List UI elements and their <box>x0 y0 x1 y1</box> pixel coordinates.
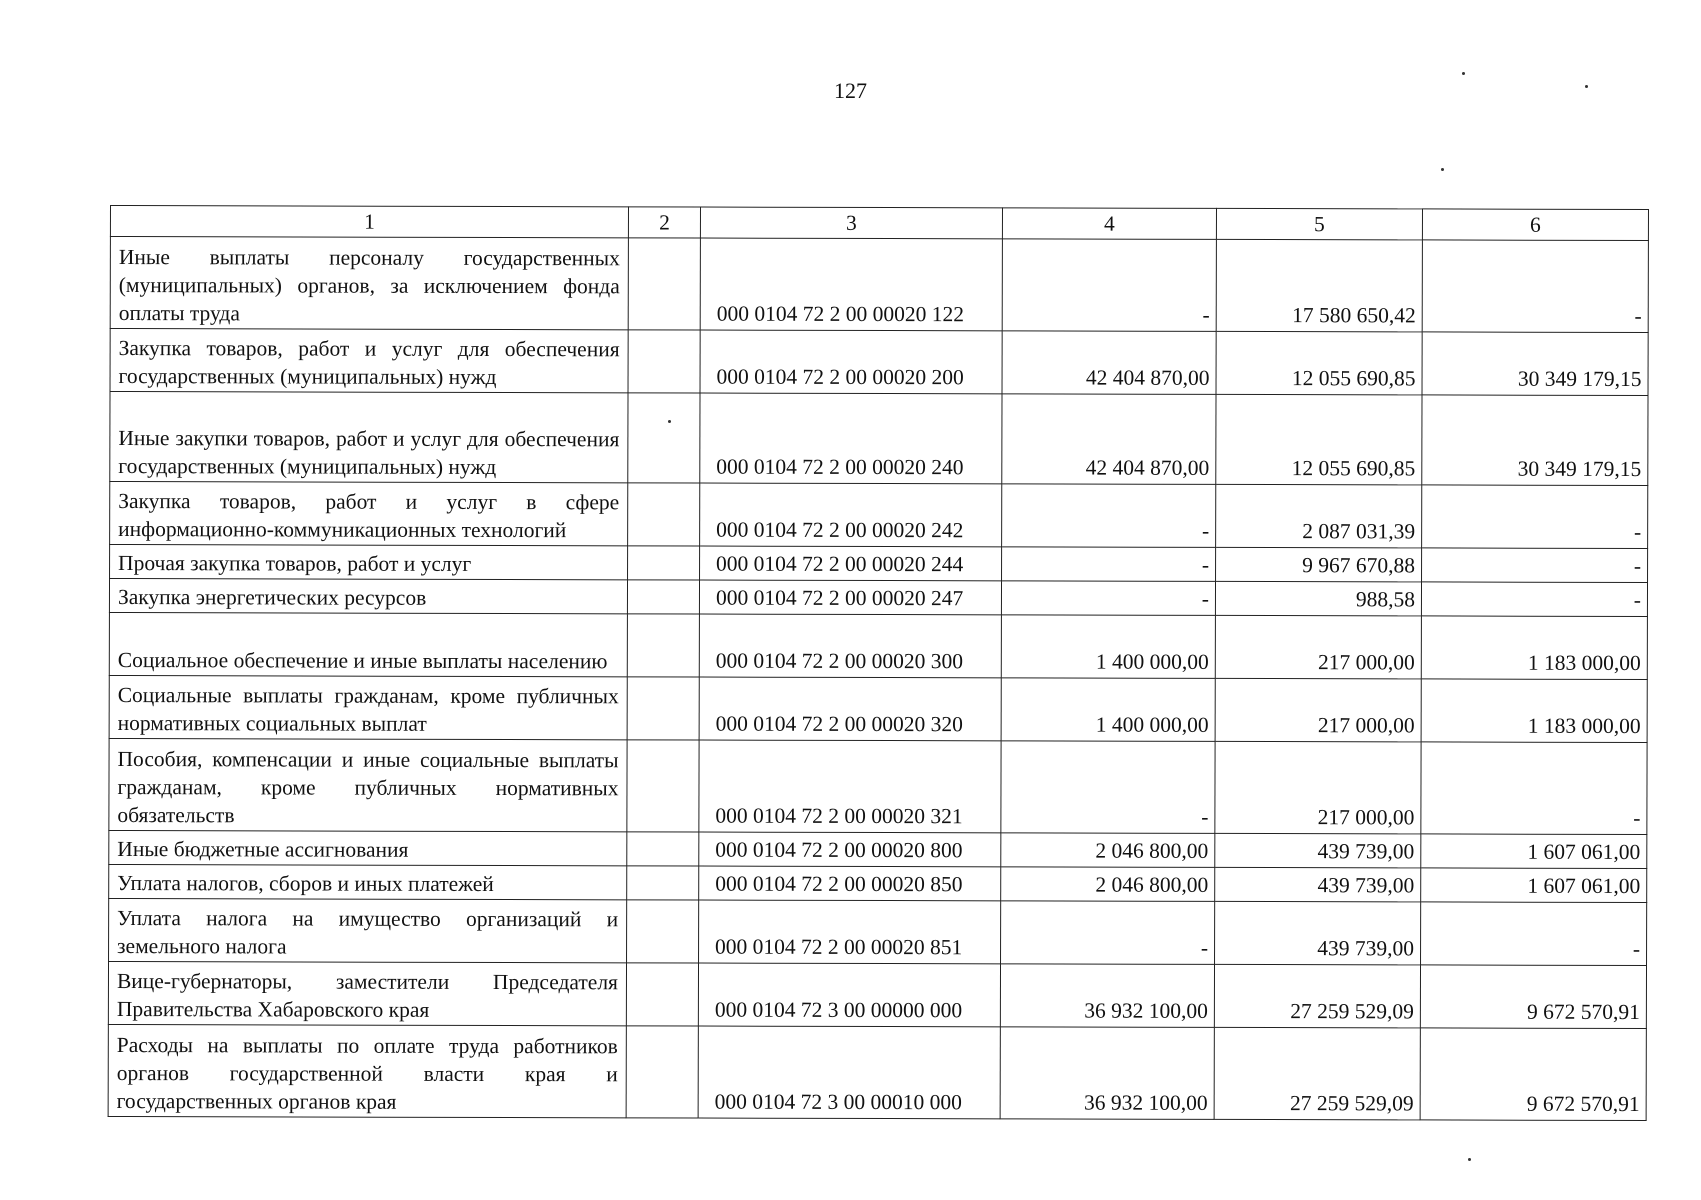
row-col5-cell: 217 000,00 <box>1215 678 1421 742</box>
row-col4-cell: 36 932 100,00 <box>1000 1027 1214 1120</box>
table-row <box>108 1024 1646 1120</box>
row-col6-cell: 1 607 061,00 <box>1421 868 1647 903</box>
row-name-cell: Иные закупки товаров, работ и услуг для обеспечения государственных (муниципальных) нужд <box>110 392 628 483</box>
row-name-cell: Расходы на выплаты по оплате труда работников органов государственной власти края и государственных органов края <box>108 1024 626 1117</box>
row-col2-cell <box>627 580 699 614</box>
row-col5-cell: 9 967 670,88 <box>1216 547 1422 582</box>
row-col2-cell <box>628 393 700 483</box>
row-name-cell: Вице-губернаторы, заместители Председателя Правительства Хабаровского края <box>108 961 626 1025</box>
row-code-cell: 000 0104 72 2 00 00020 242 <box>700 483 1002 547</box>
row-name-cell: Закупка товаров, работ и услуг в сфере информационно-коммуникационных технологий <box>110 482 628 546</box>
row-col2-cell <box>628 546 700 580</box>
row-col6-cell: - <box>1422 548 1648 583</box>
row-col2-cell <box>627 740 699 832</box>
row-col4-cell: - <box>1002 239 1216 332</box>
row-col6-cell: - <box>1421 902 1647 966</box>
table-row <box>109 675 1647 742</box>
row-code-cell: 000 0104 72 2 00 00020 200 <box>700 330 1002 394</box>
row-col5-cell: 2 087 031,39 <box>1216 484 1422 548</box>
row-col6-cell: - <box>1422 485 1648 549</box>
row-code-cell: 000 0104 72 2 00 00020 851 <box>699 900 1001 964</box>
row-code-cell: 000 0104 72 2 00 00020 244 <box>700 546 1002 581</box>
row-col6-cell: 9 672 570,91 <box>1420 1028 1646 1121</box>
row-name-cell: Социальные выплаты гражданам, кроме публичных нормативных социальных выплат <box>109 675 627 739</box>
row-name-cell: Закупка товаров, работ и услуг для обеспечения государственных (муниципальных) нужд <box>110 329 628 393</box>
row-col2-cell <box>628 330 700 393</box>
row-col4-cell: 42 404 870,00 <box>1002 394 1216 485</box>
table-row <box>110 329 1648 396</box>
row-col4-cell: - <box>1002 484 1216 548</box>
row-col4-cell: 36 932 100,00 <box>1000 964 1214 1028</box>
row-col6-cell: 1 183 000,00 <box>1421 679 1647 743</box>
row-name-cell: Пособия, компенсации и иные социальные выплаты гражданам, кроме публичных нормативных обязательств <box>109 738 627 831</box>
row-col6-cell: 30 349 179,15 <box>1422 332 1648 396</box>
scan-speck <box>1585 85 1588 88</box>
row-col2-cell <box>627 677 699 740</box>
row-col4-cell: - <box>1002 547 1216 582</box>
row-col5-cell: 439 739,00 <box>1215 867 1421 902</box>
row-name-cell: Иные выплаты персоналу государственных (муниципальных) органов, за исключением фонда оплаты труда <box>110 237 628 330</box>
scan-speck <box>668 420 671 423</box>
row-code-cell: 000 0104 72 2 00 00020 247 <box>699 580 1001 615</box>
row-col2-cell <box>627 832 699 866</box>
row-col6-cell: 9 672 570,91 <box>1420 965 1646 1029</box>
row-name-cell: Социальное обеспечение и иные выплаты населению <box>109 612 627 676</box>
row-col4-cell: - <box>1001 741 1215 834</box>
table-row <box>109 612 1647 679</box>
row-col2-cell <box>628 483 700 546</box>
header-col-6: 6 <box>1422 209 1648 241</box>
row-col6-cell: 30 349 179,15 <box>1422 395 1648 486</box>
row-col6-cell: - <box>1421 582 1647 617</box>
row-code-cell: 000 0104 72 2 00 00020 122 <box>700 238 1002 331</box>
row-col6-cell: - <box>1421 742 1647 835</box>
row-name-cell: Закупка энергетических ресурсов <box>109 579 627 614</box>
row-col4-cell: 2 046 800,00 <box>1001 833 1215 868</box>
table-row <box>109 830 1647 868</box>
header-col-4: 4 <box>1002 208 1216 240</box>
page-number: 127 <box>834 78 867 103</box>
table-row <box>109 738 1647 834</box>
header-row <box>110 206 1648 241</box>
row-col2-cell <box>626 963 698 1026</box>
row-col5-cell: 439 739,00 <box>1215 833 1421 868</box>
table-row <box>108 961 1646 1028</box>
row-col4-cell: 2 046 800,00 <box>1001 867 1215 902</box>
table-row <box>109 864 1647 902</box>
table-row <box>109 898 1647 965</box>
row-col5-cell: 17 580 650,42 <box>1216 239 1422 332</box>
row-col5-cell: 12 055 690,85 <box>1216 394 1422 485</box>
table-row <box>110 237 1648 333</box>
row-col2-cell <box>627 614 699 677</box>
scan-speck <box>1441 168 1444 171</box>
row-code-cell: 000 0104 72 2 00 00020 320 <box>699 677 1001 741</box>
row-col4-cell: 1 400 000,00 <box>1001 678 1215 742</box>
row-col6-cell: 1 607 061,00 <box>1421 834 1647 869</box>
row-code-cell: 000 0104 72 2 00 00020 300 <box>699 614 1001 678</box>
row-col2-cell <box>627 900 699 963</box>
header-col-2: 2 <box>628 207 700 238</box>
row-col5-cell: 217 000,00 <box>1215 741 1421 834</box>
table-row <box>109 579 1647 617</box>
row-name-cell: Прочая закупка товаров, работ и услуг <box>110 545 628 580</box>
row-col5-cell: 439 739,00 <box>1215 901 1421 965</box>
row-col4-cell: 42 404 870,00 <box>1002 331 1216 395</box>
header-col-1: 1 <box>110 206 628 238</box>
row-code-cell: 000 0104 72 2 00 00020 800 <box>699 832 1001 867</box>
row-col4-cell: 1 400 000,00 <box>1001 615 1215 679</box>
row-col5-cell: 217 000,00 <box>1215 615 1421 679</box>
row-col5-cell: 27 259 529,09 <box>1214 964 1420 1028</box>
row-name-cell: Уплата налога на имущество организаций и земельного налога <box>109 898 627 962</box>
table-row <box>110 482 1648 549</box>
table-body <box>108 237 1648 1121</box>
scan-speck <box>1468 1158 1471 1161</box>
row-code-cell: 000 0104 72 3 00 00000 000 <box>698 963 1000 1027</box>
table-row <box>110 545 1648 583</box>
scan-speck <box>1462 72 1465 75</box>
table-row <box>110 392 1648 486</box>
row-code-cell: 000 0104 72 3 00 00010 000 <box>698 1026 1000 1119</box>
row-col5-cell: 27 259 529,09 <box>1214 1027 1420 1120</box>
row-col6-cell: - <box>1422 240 1648 333</box>
row-col6-cell: 1 183 000,00 <box>1421 616 1647 680</box>
row-col5-cell: 988,58 <box>1215 581 1421 616</box>
row-col5-cell: 12 055 690,85 <box>1216 331 1422 395</box>
row-col2-cell <box>626 1026 698 1118</box>
header-col-3: 3 <box>700 207 1002 239</box>
budget-table <box>108 205 1649 1121</box>
header-col-5: 5 <box>1216 208 1422 240</box>
row-col4-cell: - <box>1001 901 1215 965</box>
row-col2-cell <box>627 866 699 900</box>
row-name-cell: Уплата налогов, сборов и иных платежей <box>109 864 627 899</box>
row-code-cell: 000 0104 72 2 00 00020 321 <box>699 740 1001 833</box>
budget-table-wrapper <box>108 205 1648 1121</box>
row-col2-cell <box>628 238 700 330</box>
row-col4-cell: - <box>1001 581 1215 616</box>
row-name-cell: Иные бюджетные ассигнования <box>109 830 627 865</box>
row-code-cell: 000 0104 72 2 00 00020 240 <box>700 393 1002 484</box>
row-code-cell: 000 0104 72 2 00 00020 850 <box>699 866 1001 901</box>
